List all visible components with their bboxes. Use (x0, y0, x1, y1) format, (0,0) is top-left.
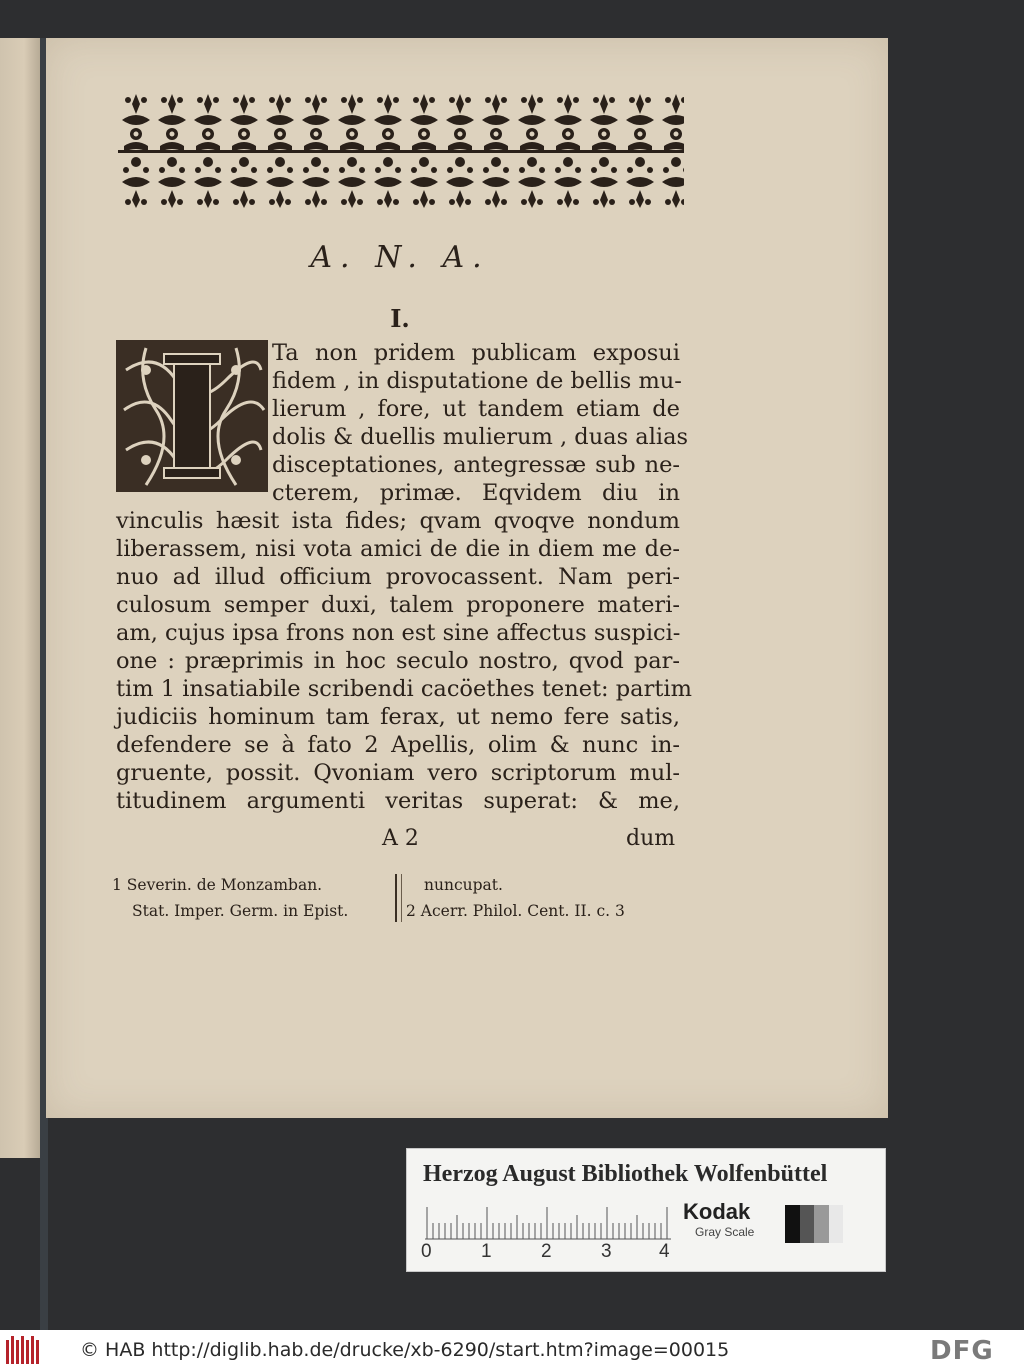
text-line: culosum semper duxi, talem proponere materi- (116, 592, 680, 618)
text-line: liberassem, nisi vota amici de die in diem me de- (116, 536, 680, 562)
ruler-number: 0 (421, 1241, 432, 1262)
text-line: fidem , in disputatione de bellis mu- (272, 368, 682, 394)
footnote-left-2: Stat. Imper. Germ. in Epist. (132, 902, 349, 920)
text-line: vinculis hæsit ista fides; qvam qvoqve nondum (116, 508, 680, 534)
signature-mark: A 2 (382, 826, 419, 851)
footer-bar (0, 1330, 1024, 1371)
text-line: one : præprimis in hoc seculo nostro, qvod par- (116, 648, 680, 674)
library-label-title: Herzog August Bibliothek Wolfenbüttel (423, 1161, 828, 1187)
ruler (425, 1201, 671, 1241)
footnote-left-1: 1 Severin. de Monzamban. (112, 876, 323, 894)
ruler-number: 4 (659, 1241, 670, 1262)
text-line: titudinem argumenti veritas superat: & me, (116, 788, 680, 814)
catchword: dum (626, 826, 676, 851)
ruler-number: 3 (601, 1241, 612, 1262)
text-line: disceptationes, antegressæ sub ne- (272, 452, 680, 478)
previous-page-edge (0, 38, 40, 1158)
footnote-divider (401, 874, 402, 922)
ruler-number: 2 (541, 1241, 552, 1262)
text-line: dolis & duellis mulierum , duas alias (272, 424, 689, 450)
dfg-logo: DFG (930, 1336, 994, 1366)
text-line: nuo ad illud officium provocassent. Nam peri- (116, 564, 680, 590)
footnote-divider (395, 874, 397, 922)
library-label-card (406, 1148, 886, 1272)
text-line: lierum , fore, ut tandem etiam de (272, 396, 680, 422)
text-line: judiciis hominum tam ferax, ut nemo fere satis, (116, 704, 680, 730)
hab-logo-icon (6, 1336, 40, 1366)
section-number: I. (390, 304, 410, 333)
gray-scale-label: Gray Scale (695, 1225, 755, 1239)
text-line: tim 1 insatiabile scribendi cacöethes tenet: partim (116, 676, 692, 702)
text-line: Ta non pridem publicam exposui (272, 340, 680, 366)
ruler-number: 1 (481, 1241, 492, 1262)
text-line: cterem, primæ. Eqvidem diu in (272, 480, 680, 506)
footnote-right-2: 2 Acerr. Philol. Cent. II. c. 3 (406, 902, 625, 920)
text-line: am, cujus ipsa frons non est sine affectus suspici- (116, 620, 681, 646)
page-title: A. N. A. (310, 240, 490, 275)
gray-scale-swatch (785, 1205, 843, 1243)
footnote-right-1: nuncupat. (424, 876, 503, 894)
kodak-brand: Kodak (683, 1199, 751, 1224)
text-line: gruente, possit. Qvoniam vero scriptorum mul- (116, 760, 680, 786)
text-line: defendere se à fato 2 Apellis, olim & nunc in- (116, 732, 680, 758)
ornament-band (118, 90, 684, 212)
source-link[interactable]: © HAB http://diglib.hab.de/drucke/xb-6290/start.htm?image=00015 (80, 1339, 730, 1361)
decorated-initial-i (116, 340, 268, 492)
